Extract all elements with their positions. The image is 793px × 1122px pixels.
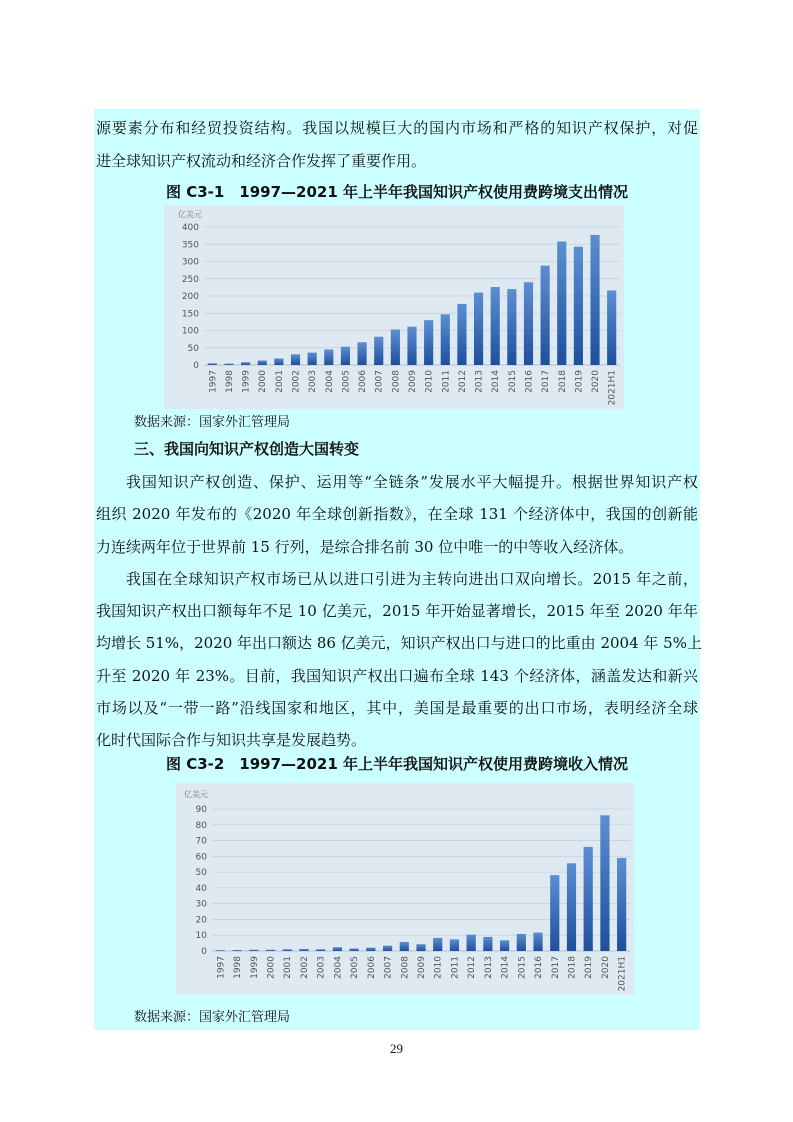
x-tick-label: 2005 [350,956,361,979]
x-tick-label: 1998 [224,370,235,393]
x-tick-label: 2015 [507,370,518,393]
chart2-unit-label: 亿美元 [184,790,208,799]
bar-2002 [299,949,308,951]
figure2-source: 数据来源：国家外汇管理局 [134,1010,291,1025]
text-line: 我国在全球知识产权市场已从以进口引进为主转向进出口双向增长。2015 年之前， [126,570,698,588]
page-number: 29 [390,1041,403,1056]
bar-2013 [483,937,492,951]
x-tick-label: 2016 [524,370,535,393]
y-tick-label: 50 [187,343,199,354]
text-line: 组织 2020 年发布的《2020 年全球创新指数》，在全球 131 个经济体中，我国的创新能 [96,505,698,523]
y-tick-label: 10 [195,931,207,942]
text-line: 均增长 51%，2020 年出口额达 86 亿美元，知识产权出口与进口的比重由 2004 年 5%上 [96,634,702,652]
x-tick-label: 2020 [600,956,611,979]
x-tick-label: 2000 [258,370,269,393]
figure1-source: 数据来源：国家外汇管理局 [134,415,291,430]
bar-2004 [324,349,333,365]
figure2-svg [176,783,634,995]
x-tick-label: 2021H1 [607,370,618,406]
bar-2001 [283,949,292,951]
bar-2000 [258,361,267,365]
x-tick-label: 2007 [383,956,394,979]
bar-2018 [567,863,576,951]
bar-2008 [391,329,400,365]
x-tick-label: 2003 [308,370,319,393]
bar-2009 [407,327,416,365]
bar-1998 [232,950,241,951]
text-line: 我国知识产权出口额每年不足 10 亿美元，2015 年开始显著增长，2015 年至 2020 年年 [96,602,698,620]
x-tick-label: 2002 [299,956,310,979]
y-tick-label: 40 [195,883,207,894]
chart1-unit-label: 亿美元 [178,210,202,219]
y-tick-label: 250 [181,274,199,285]
bar-2008 [400,942,409,951]
y-tick-label: 70 [195,836,207,847]
y-tick-label: 20 [195,915,207,926]
text-line: 升至 2020 年 23%。目前，我国知识产权出口遍布全球 143 个经济体，涵盖发达和新兴 [96,667,698,685]
x-tick-label: 2014 [491,370,502,393]
x-tick-label: 2010 [424,370,435,393]
y-tick-label: 90 [195,805,207,815]
bar-2005 [341,347,350,365]
x-tick-label: 2018 [567,956,578,979]
y-tick-label: 300 [181,257,199,268]
bar-2003 [316,949,325,951]
bar-2021H1 [617,858,626,951]
bar-2011 [450,939,459,951]
bar-1998 [224,364,233,365]
y-tick-label: 30 [195,899,207,910]
x-tick-label: 2019 [584,956,595,979]
x-tick-label: 2004 [324,370,335,393]
x-tick-label: 2014 [500,956,511,979]
text-line: 进全球知识产权流动和经济合作发挥了重要作用。 [96,152,427,170]
x-tick-label: 2017 [541,370,552,393]
y-tick-label: 0 [201,947,207,957]
figure2-chart [176,783,634,995]
y-tick-label: 200 [181,292,199,302]
x-tick-label: 1999 [249,956,260,979]
bar-2020 [590,235,599,365]
text-line: 力连续两年位于世界前 15 行列，是综合排名前 30 位中唯一的中等收入经济体。 [96,538,634,556]
figure1-title: 图 C3-1 1997—2021 年上半年我国知识产权使用费跨境支出情况 [165,183,629,201]
figure2-title: 图 C3-2 1997—2021 年上半年我国知识产权使用费跨境收入情况 [165,755,629,773]
x-tick-label: 2013 [474,370,485,393]
bar-2013 [474,293,483,365]
bar-2019 [584,847,593,951]
y-tick-label: 60 [195,852,207,863]
y-tick-label: 80 [195,820,207,831]
text-line: 源要素分布和经贸投资结构。我国以规模巨大的国内市场和严格的知识产权保护，对促 [96,119,698,137]
bar-1997 [216,950,225,951]
x-tick-label: 2003 [316,956,327,979]
bar-2019 [574,247,583,365]
x-tick-label: 2012 [467,956,478,979]
x-tick-label: 2011 [441,370,452,393]
x-tick-label: 2001 [274,370,285,393]
bar-2003 [308,353,317,365]
x-tick-label: 2005 [341,370,352,393]
bar-2014 [491,287,500,365]
bar-2004 [333,947,342,951]
bar-2017 [550,875,559,951]
x-tick-label: 2016 [534,956,545,979]
x-tick-label: 2001 [283,956,294,979]
x-tick-label: 2008 [391,370,402,393]
x-tick-label: 1998 [233,956,244,979]
y-tick-label: 400 [181,223,199,233]
bar-2014 [500,940,509,951]
x-tick-label: 2004 [333,956,344,979]
x-tick-label: 2015 [517,956,528,979]
y-tick-label: 100 [181,326,199,337]
bar-2006 [366,948,375,951]
x-tick-label: 1997 [208,370,219,393]
x-tick-label: 2019 [574,370,585,393]
x-tick-label: 2009 [417,956,427,979]
bar-2012 [457,304,466,365]
y-tick-label: 50 [195,868,207,879]
x-tick-label: 2020 [591,370,602,393]
bar-2005 [350,948,359,951]
bar-2007 [383,946,392,951]
section-heading: 三、我国向知识产权创造大国转变 [134,440,360,458]
bar-2011 [441,314,450,365]
bar-1999 [249,950,258,951]
bar-2000 [266,950,275,951]
bar-2020 [600,815,609,951]
x-tick-label: 2000 [266,956,277,979]
y-tick-label: 0 [193,361,199,371]
x-tick-label: 2007 [374,370,385,393]
x-tick-label: 1997 [216,956,227,979]
bar-2006 [358,342,367,365]
bar-1999 [241,362,250,365]
bar-2001 [274,358,283,365]
text-line: 市场以及“一带一路”沿线国家和地区，其中，美国是最重要的出口市场，表明经济全球 [96,699,698,717]
text-line: 我国知识产权创造、保护、运用等“全链条”发展水平大幅提升。根据世界知识产权 [126,473,698,491]
bar-2017 [541,266,550,365]
x-tick-label: 2006 [366,956,377,979]
figure1-chart [164,205,624,409]
x-tick-label: 2011 [450,956,461,979]
y-tick-label: 350 [181,240,199,251]
bar-1997 [208,363,217,365]
bar-2016 [533,933,542,951]
x-tick-label: 2009 [408,370,418,393]
text-line: 化时代国际合作与知识共享是发展趋势。 [96,731,367,749]
bar-2002 [291,354,300,365]
y-tick-label: 150 [181,309,199,320]
bar-2010 [433,938,442,951]
x-tick-label: 2018 [557,370,568,393]
x-tick-label: 2021H1 [617,956,628,992]
x-tick-label: 2017 [550,956,561,979]
bar-2009 [416,944,425,951]
figure1-svg [164,205,624,409]
bar-2018 [557,241,566,365]
x-tick-label: 2006 [358,370,369,393]
x-tick-label: 1999 [241,370,252,393]
bar-2016 [524,282,533,365]
bar-2015 [517,934,526,951]
bar-2012 [467,935,476,951]
bar-2015 [507,289,516,365]
x-tick-label: 2012 [457,370,468,393]
x-tick-label: 2002 [291,370,302,393]
bar-2007 [374,337,383,365]
bar-2010 [424,320,433,365]
x-tick-label: 2013 [483,956,494,979]
bar-2021H1 [607,290,616,365]
x-tick-label: 2010 [433,956,444,979]
x-tick-label: 2008 [400,956,411,979]
